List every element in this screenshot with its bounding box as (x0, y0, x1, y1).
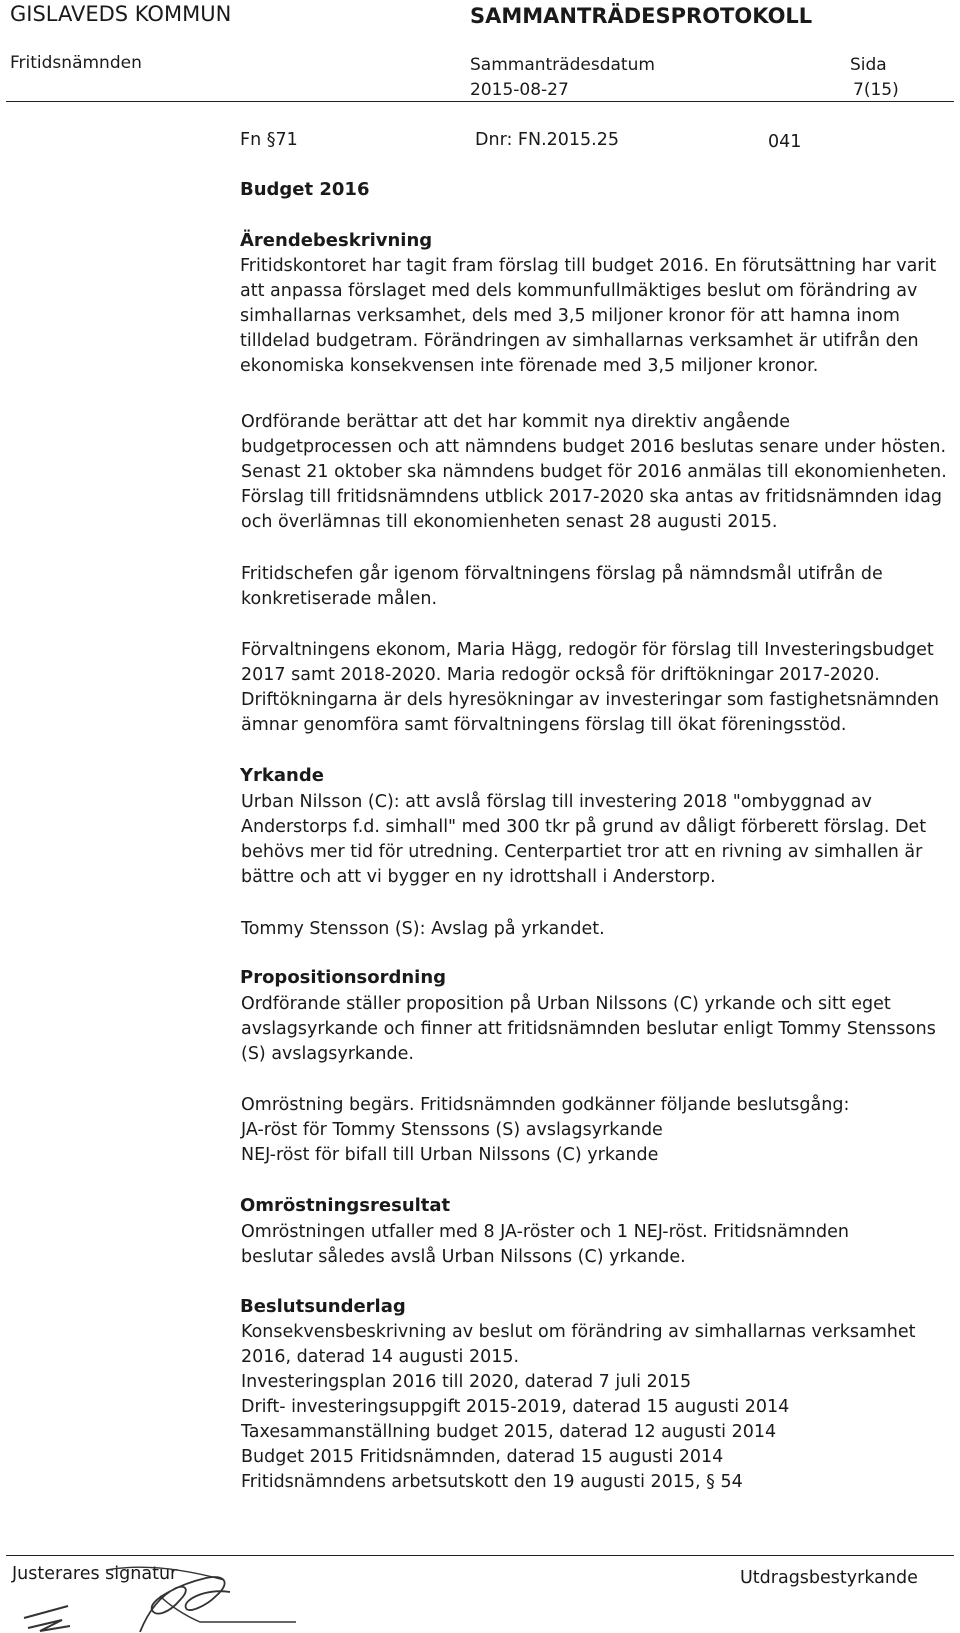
section-heading-resultat: Omröstningsresultat (240, 1195, 451, 1216)
rejection-paragraph (241, 917, 605, 942)
page-label: Sida (850, 55, 887, 75)
directives-paragraph (241, 410, 947, 535)
extract-certification-label: Utdragsbestyrkande (740, 1568, 918, 1588)
text-line: Fritidskontoret har tagit fram förslag till budget 2016. En förutsättning har varit (240, 256, 937, 276)
text-line: simhallarnas verksamhet, dels med 3,5 miljoner kronor för att hamna inom (240, 306, 900, 326)
yrkande-paragraph (241, 790, 926, 890)
case-title: Budget 2016 (240, 179, 370, 200)
text-line: budgetprocessen och att nämndens budget 2016 beslutas senare under hösten. (241, 437, 947, 457)
meeting-date: 2015-08-27 (470, 80, 569, 100)
section-heading-underlag: Beslutsunderlag (240, 1296, 406, 1317)
municipality-name: GISLAVEDS KOMMUN (10, 2, 232, 26)
list-item: Drift- investeringsuppgift 2015-2019, daterad 15 augusti 2014 (241, 1397, 790, 1417)
text-line: avslagsyrkande och finner att fritidsnämnden beslutar enligt Tommy Stenssons (241, 1019, 936, 1039)
paragraph-number: Fn §71 (240, 130, 298, 150)
page-number: 7(15) (853, 80, 899, 100)
text-line: Fritidschefen går igenom förvaltningens förslag på nämndsmål utifrån de (241, 564, 883, 584)
text-line: Senast 21 oktober ska nämndens budget för 2016 anmälas till ekonomienheten. (241, 462, 947, 482)
underlag-list (241, 1320, 916, 1495)
text-line: och överlämnas till ekonomienheten senast 28 augusti 2015. (241, 512, 778, 532)
text-line: 2017 samt 2018-2020. Maria redogör också för driftökningar 2017-2020. (241, 665, 880, 685)
proposition-paragraph (241, 992, 936, 1067)
case-code: 041 (768, 132, 802, 152)
text-line: beslutar således avslå Urban Nilssons (C) yrkande. (241, 1247, 686, 1267)
text-line: ämnar genomföra samt förvaltningens förslag till ökat föreningsstöd. (241, 715, 847, 735)
list-item: Fritidsnämndens arbetsutskott den 19 augusti 2015, § 54 (241, 1472, 743, 1492)
goals-paragraph (241, 562, 883, 612)
committee-name: Fritidsnämnden (10, 53, 142, 73)
list-item: Taxesammanställning budget 2015, daterad 12 augusti 2014 (241, 1422, 777, 1442)
section-heading-arende: Ärendebeskrivning (240, 230, 433, 251)
text-line: Förslag till fritidsnämndens utblick 2017-2020 ska antas av fritidsnämnden idag (241, 487, 942, 507)
text-line: Ordförande berättar att det har kommit nya direktiv angående (241, 412, 791, 432)
arende-paragraph (240, 254, 936, 379)
document-type: SAMMANTRÄDESPROTOKOLL (470, 4, 813, 28)
text-line: Förvaltningens ekonom, Maria Hägg, redogör för förslag till Investeringsbudget (241, 640, 934, 660)
list-item: 2016, daterad 14 augusti 2015. (241, 1347, 520, 1367)
text-line: Omröstning begärs. Fritidsnämnden godkänner följande beslutsgång: (241, 1095, 850, 1115)
text-line: Anderstorps f.d. simhall" med 300 tkr på grund av dåligt förberett förslag. Det (241, 817, 927, 837)
text-line: Ordförande ställer proposition på Urban Nilssons (C) yrkande och sitt eget (241, 994, 891, 1014)
text-line: att anpassa förslaget med dels kommunfullmäktiges beslut om förändring av (240, 281, 918, 301)
text-line: Driftökningarna är dels hyresökningar av investeringar som fastighetsnämnden (241, 690, 939, 710)
text-line: behövs mer tid för utredning. Centerpartiet tror att en rivning av simhallen är (241, 842, 923, 862)
text-line: Urban Nilsson (C): att avslå förslag till investering 2018 "ombyggnad av (241, 792, 872, 812)
diary-number: Dnr: FN.2015.25 (475, 130, 619, 150)
text-line: ekonomiska konsekvensen inte förenade med 3,5 miljoner kronor. (240, 356, 819, 376)
text-line: Omröstningen utfaller med 8 JA-röster och 1 NEJ-röst. Fritidsnämnden (241, 1222, 849, 1242)
list-item: Budget 2015 Fritidsnämnden, daterad 15 augusti 2014 (241, 1447, 724, 1467)
text-line: NEJ-röst för bifall till Urban Nilssons (C) yrkande (241, 1145, 659, 1165)
date-label: Sammanträdesdatum (470, 55, 655, 75)
signature-label: Justerares signatur (12, 1564, 178, 1584)
text-line: tilldelad budgetram. Förändringen av simhallarnas verksamhet är utifrån den (240, 331, 919, 351)
text-line: bättre och att vi bygger en ny idrottshall i Anderstorp. (241, 867, 716, 887)
section-heading-yrkande: Yrkande (240, 765, 324, 786)
investment-paragraph (241, 638, 939, 738)
vote-procedure-paragraph (241, 1093, 849, 1168)
text-line: konkretiserade målen. (241, 589, 438, 609)
section-heading-proposition: Propositionsordning (240, 967, 447, 988)
resultat-paragraph (241, 1220, 849, 1270)
text-line: JA-röst för Tommy Stenssons (S) avslagsyrkande (241, 1120, 663, 1140)
footer-rule (6, 1555, 954, 1556)
list-item: Konsekvensbeskrivning av beslut om förändring av simhallarnas verksamhet (241, 1322, 916, 1342)
text-line: Tommy Stensson (S): Avslag på yrkandet. (241, 919, 605, 939)
text-line: (S) avslagsyrkande. (241, 1044, 414, 1064)
handwritten-signature (10, 1560, 310, 1632)
list-item: Investeringsplan 2016 till 2020, daterad 7 juli 2015 (241, 1372, 692, 1392)
header-rule (6, 101, 954, 102)
